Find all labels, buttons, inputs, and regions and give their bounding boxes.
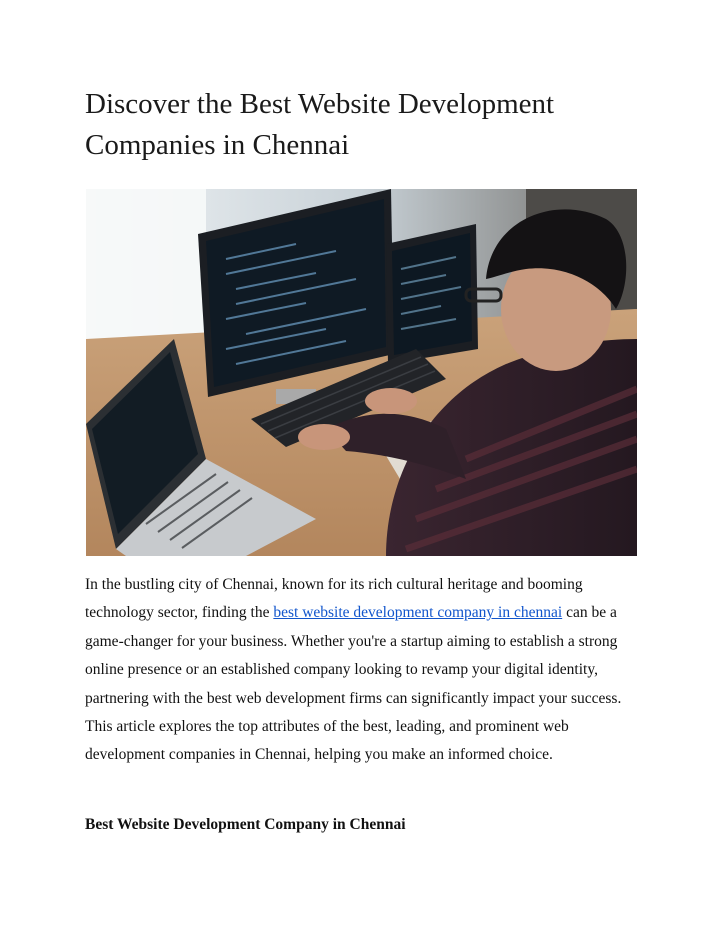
intro-paragraph bbox=[85, 571, 645, 770]
page-title: Discover the Best Website Development Companies in Chennai bbox=[85, 88, 555, 161]
intro-text-after-link: can be a game-changer for your business. Whether you're a startup aiming to establish a strong online presence or an established company looking to revamp your digital identity, partnering with the best web development firms can significantly impact your success. This article explores the top attributes of the best, leading, and prominent web development companies in Chennai, helping you make an informed choice. bbox=[85, 604, 622, 764]
developer-coding-photo-icon bbox=[86, 189, 637, 556]
section-heading: Best Website Development Company in Chennai bbox=[85, 816, 406, 833]
best-website-development-company-link[interactable]: best website development company in chennai bbox=[273, 604, 563, 622]
intro-text-before-link: In the bustling city of Chennai, known for its rich cultural heritage and booming technology sector, finding the bbox=[85, 576, 583, 622]
hero-image bbox=[86, 189, 637, 556]
